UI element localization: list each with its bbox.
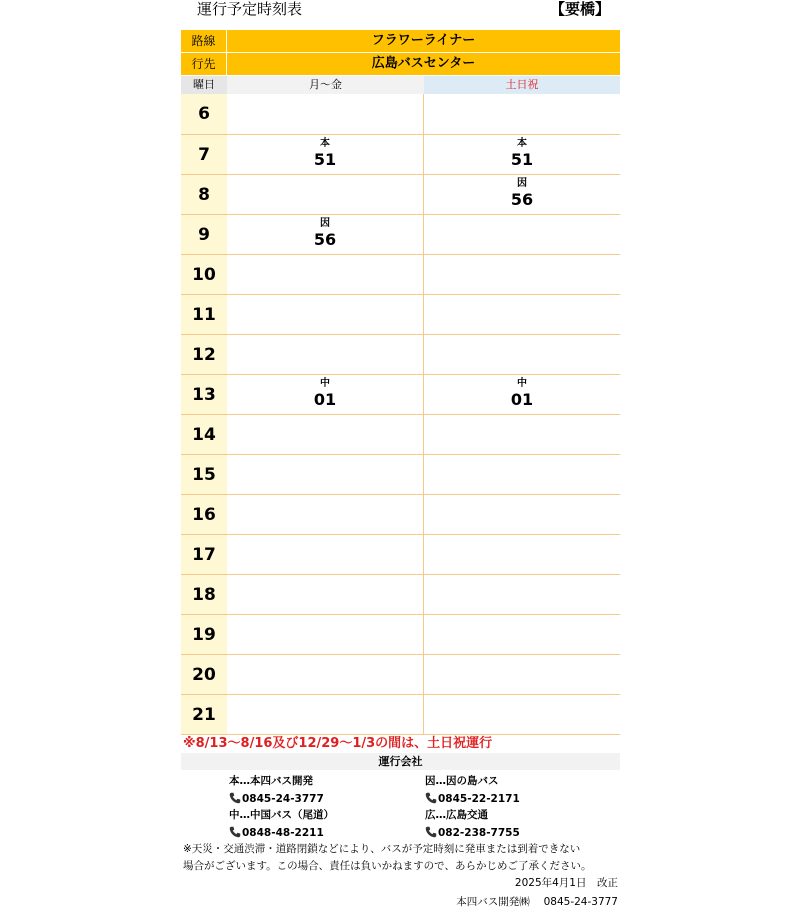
day-header-row <box>181 76 620 94</box>
day-label: 曜日 <box>181 76 227 94</box>
weekday-cell <box>227 295 424 334</box>
operator-item <box>425 808 520 841</box>
hour-label: 13 <box>181 375 227 414</box>
weekend-cell <box>424 135 620 174</box>
phone-icon <box>229 792 241 804</box>
departure-minute: 01 <box>510 390 534 409</box>
destination-row <box>181 53 620 76</box>
operator-tel: 0845-22-2171 <box>438 793 520 805</box>
weekday-cell <box>227 94 424 134</box>
hour-row <box>181 134 620 174</box>
hour-row <box>181 374 620 414</box>
operator-item <box>229 808 334 841</box>
phone-icon <box>229 826 241 838</box>
weekday-cell <box>227 135 424 174</box>
disclaimer-line: 場合がございます。この場合、責任は負いかねますので、あらかじめご了承ください。 <box>183 860 592 872</box>
hour-label: 7 <box>181 135 227 174</box>
weekend-header: 土日祝 <box>424 76 620 94</box>
hour-row <box>181 334 620 374</box>
operator-name: 本…本四バス開発 <box>229 775 313 787</box>
hour-label: 14 <box>181 415 227 454</box>
operator-mark: 因 <box>517 178 527 189</box>
weekend-cell <box>424 615 620 654</box>
departure <box>227 217 423 250</box>
hour-row <box>181 614 620 654</box>
weekday-cell <box>227 535 424 574</box>
operator-tel: 0848-48-2211 <box>242 827 324 839</box>
destination-label: 行先 <box>181 53 227 75</box>
departure-minute: 01 <box>313 390 337 409</box>
weekday-cell <box>227 415 424 454</box>
route-row <box>181 30 620 53</box>
operator-item <box>229 774 324 807</box>
hour-row <box>181 654 620 694</box>
hour-row <box>181 174 620 214</box>
hour-row <box>181 494 620 534</box>
hour-label: 6 <box>181 94 227 134</box>
timetable-grid <box>181 94 620 735</box>
hour-row <box>181 414 620 454</box>
weekday-cell <box>227 175 424 214</box>
publisher-info: 本四バス開発㈱ 0845-24-3777 <box>456 896 618 908</box>
weekday-cell <box>227 495 424 534</box>
holiday-note: ※8/13～8/16及び12/29～1/3の間は、土日祝運行 <box>183 736 493 751</box>
phone-icon <box>425 826 437 838</box>
departure-minute: 51 <box>313 150 337 169</box>
hour-row <box>181 534 620 574</box>
operators-title: 運行会社 <box>181 753 620 770</box>
route-label: 路線 <box>181 30 227 52</box>
operator-mark: 中 <box>517 378 527 389</box>
destination-name: 広島バスセンター <box>371 56 476 71</box>
operator-item <box>425 774 520 807</box>
hour-label: 19 <box>181 615 227 654</box>
weekday-cell <box>227 215 424 254</box>
hour-row <box>181 574 620 614</box>
operator-name: 中…中国バス（尾道） <box>229 809 334 821</box>
weekend-cell <box>424 94 620 134</box>
hour-label: 10 <box>181 255 227 294</box>
operator-name: 広…広島交通 <box>425 809 488 821</box>
disclaimer-line: ※天災・交通渋滞・道路閉鎖などにより、バスが予定時刻に発車または到着できない <box>183 843 581 855</box>
hour-label: 9 <box>181 215 227 254</box>
hour-label: 12 <box>181 335 227 374</box>
weekend-cell <box>424 455 620 494</box>
hour-label: 15 <box>181 455 227 494</box>
weekend-cell <box>424 175 620 214</box>
weekday-cell <box>227 575 424 614</box>
weekend-cell <box>424 655 620 694</box>
weekend-cell <box>424 295 620 334</box>
timetable-sheet <box>181 0 620 911</box>
weekday-cell <box>227 455 424 494</box>
weekend-cell <box>424 575 620 614</box>
departure-minute: 51 <box>510 150 534 169</box>
hour-label: 20 <box>181 655 227 694</box>
weekday-cell <box>227 335 424 374</box>
weekend-cell <box>424 255 620 294</box>
hour-label: 21 <box>181 695 227 734</box>
weekend-cell <box>424 375 620 414</box>
weekday-cell <box>227 375 424 414</box>
revision-date: 2025年4月1日 改正 <box>514 877 618 889</box>
phone-icon <box>425 792 437 804</box>
hour-label: 16 <box>181 495 227 534</box>
page-header <box>181 0 620 30</box>
weekday-cell <box>227 615 424 654</box>
hour-row <box>181 94 620 134</box>
departure-minute: 56 <box>510 190 534 209</box>
departure-minute: 56 <box>313 230 337 249</box>
operator-mark: 本 <box>517 138 527 149</box>
weekend-cell <box>424 695 620 734</box>
hour-label: 18 <box>181 575 227 614</box>
hour-row <box>181 694 620 734</box>
operators-list <box>181 770 620 840</box>
weekday-header: 月～金 <box>227 76 424 94</box>
hour-row <box>181 214 620 254</box>
weekday-cell <box>227 655 424 694</box>
departure <box>227 377 423 410</box>
operator-mark: 中 <box>320 378 330 389</box>
departure <box>424 177 620 210</box>
disclaimer <box>181 841 620 875</box>
hour-row <box>181 254 620 294</box>
hour-label: 8 <box>181 175 227 214</box>
weekday-cell <box>227 255 424 294</box>
weekend-cell <box>424 415 620 454</box>
route-name: フラワーライナー <box>371 33 476 48</box>
departure <box>424 137 620 170</box>
stop-name: 【要橋】 <box>549 0 610 18</box>
hour-label: 11 <box>181 295 227 334</box>
hour-label: 17 <box>181 535 227 574</box>
hour-row <box>181 294 620 334</box>
departure <box>424 377 620 410</box>
operator-name: 因…因の島バス <box>425 775 499 787</box>
operator-tel: 082-238-7755 <box>438 827 520 839</box>
operator-tel: 0845-24-3777 <box>242 793 324 805</box>
weekend-cell <box>424 535 620 574</box>
departure <box>227 137 423 170</box>
operator-mark: 因 <box>320 218 330 229</box>
page-title: 運行予定時刻表 <box>197 0 303 18</box>
weekend-cell <box>424 495 620 534</box>
weekday-cell <box>227 695 424 734</box>
weekend-cell <box>424 215 620 254</box>
operator-mark: 本 <box>320 138 330 149</box>
hour-row <box>181 454 620 494</box>
weekend-cell <box>424 335 620 374</box>
